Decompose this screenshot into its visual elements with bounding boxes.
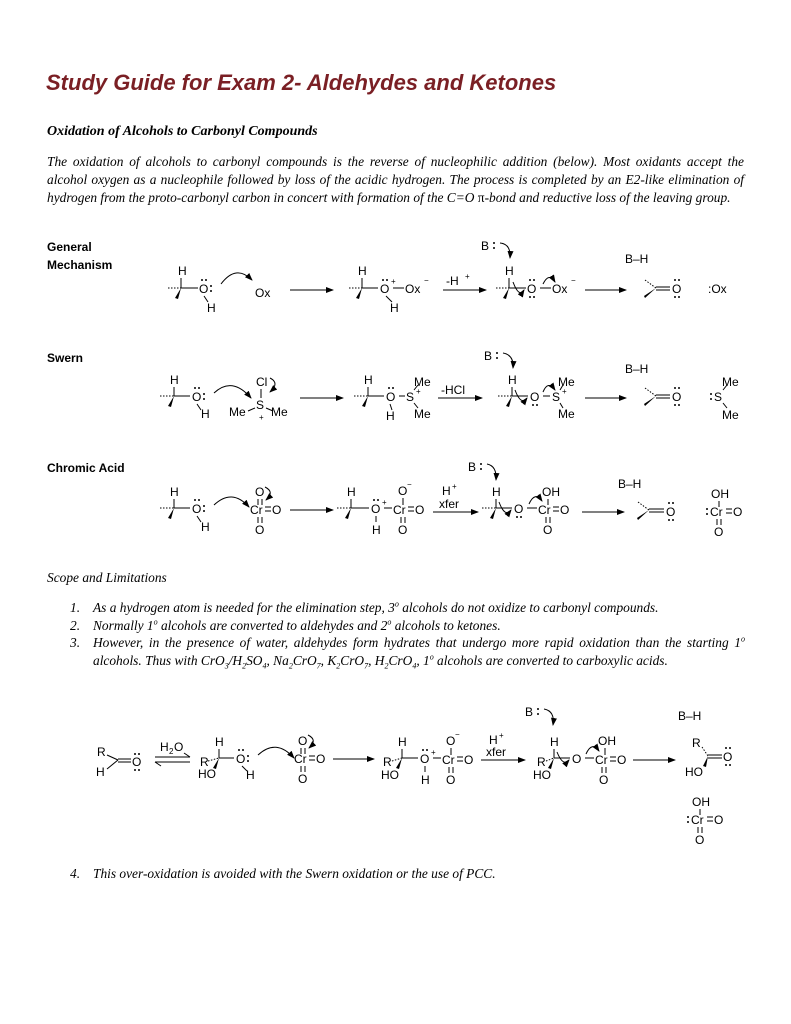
curved-arrow xyxy=(500,243,510,258)
text: alcohols to ketones. xyxy=(391,617,501,633)
label-h-plus: H xyxy=(489,733,498,747)
deprotonated-intermediate xyxy=(496,264,576,299)
subscript: 7 xyxy=(364,661,369,671)
charge-plus: + xyxy=(259,413,264,422)
atom-o: O xyxy=(543,523,553,537)
atom-o: O xyxy=(446,773,456,787)
atom-h: H xyxy=(372,523,381,537)
atom-o: O xyxy=(192,390,202,404)
text: CrO xyxy=(340,652,365,668)
atom-cr: Cr xyxy=(691,813,704,827)
atom-o: O xyxy=(192,502,202,516)
charge-plus: + xyxy=(452,482,457,491)
label-general-mechanism: General Mechanism xyxy=(47,240,113,272)
conjugate-acid-bh: B–H xyxy=(618,477,642,491)
atom-h: H xyxy=(550,735,559,749)
list-item xyxy=(70,634,745,669)
label-minus-hcl: -HCl xyxy=(441,383,465,397)
alkoxysulfonium-intermediate xyxy=(354,373,431,423)
hydroxyl-oh: OH xyxy=(692,795,710,809)
atom-o: O xyxy=(714,813,724,827)
charge-plus: + xyxy=(562,387,567,396)
text: However, in the presence of water, aldehydes form hydrates that undergo more rapid oxidation than the starting 1 xyxy=(93,635,741,650)
hydroxyl-ho: HO xyxy=(381,768,399,782)
dimethyl-sulfide xyxy=(710,375,739,422)
chromium-byproduct xyxy=(687,795,723,847)
atom-s: S xyxy=(406,390,415,404)
atom-h: H xyxy=(386,409,395,423)
chlorosulfonium-reagent xyxy=(229,375,288,422)
chromium-byproduct xyxy=(706,487,742,539)
intro-text-b: -bond and reductive loss of the leaving group. xyxy=(484,190,731,205)
charge-minus: − xyxy=(424,276,429,285)
atom-r: R xyxy=(537,755,546,769)
superscript: o xyxy=(429,652,434,662)
atom-r: R xyxy=(97,745,106,759)
atom-o: O xyxy=(464,753,474,767)
atom-o: O xyxy=(298,734,308,748)
scope-heading: Scope and Limitations xyxy=(47,570,167,585)
carboxylic-acid-product xyxy=(685,736,732,779)
atom-h: H xyxy=(201,520,210,534)
atom-o: O xyxy=(255,523,265,537)
scope-list xyxy=(70,599,745,669)
charge-plus: + xyxy=(391,277,396,286)
text: As a hydrogen atom is needed for the elimination step, 3 xyxy=(93,600,395,615)
atom-o: O xyxy=(420,752,430,766)
methyl: Me xyxy=(414,375,431,389)
text: /H xyxy=(228,652,243,668)
atom-h: H xyxy=(505,264,514,278)
alcohol-structure xyxy=(160,485,210,534)
charge-minus: − xyxy=(407,480,412,489)
methyl: Me xyxy=(271,405,288,419)
subscript: 3 xyxy=(224,661,229,671)
atom-o: O xyxy=(316,752,326,766)
text: , K xyxy=(320,652,337,668)
curved-arrow xyxy=(214,497,249,507)
atom-h: H xyxy=(170,485,179,499)
carbonyl-product xyxy=(644,279,681,298)
conjugate-acid-bh: B–H xyxy=(678,709,702,723)
label-h-plus: H xyxy=(442,484,451,498)
intro-paragraph xyxy=(47,153,744,207)
methyl: Me xyxy=(558,407,575,421)
pi-symbol: π xyxy=(477,190,485,205)
atom-o: O xyxy=(530,390,540,404)
aldehyde-structure xyxy=(96,745,141,779)
oxidant-ox: Ox xyxy=(405,282,421,296)
chromic-acid-scheme xyxy=(0,458,791,543)
text: This over-oxidation is avoided with the Swern oxidation or the use of PCC. xyxy=(93,866,496,881)
atom-o: O xyxy=(298,772,308,786)
curved-arrow xyxy=(544,709,553,725)
atom-r: R xyxy=(200,755,209,769)
subscript: 7 xyxy=(316,661,321,671)
atom-h: H xyxy=(170,373,179,387)
atom-h: H xyxy=(201,407,210,421)
base-b: B xyxy=(481,239,490,253)
list-item xyxy=(70,866,496,882)
atom-h: H xyxy=(508,373,517,387)
atom-o: O xyxy=(723,750,733,764)
hydroxyl-oh: OH xyxy=(542,485,560,499)
curved-arrow xyxy=(214,386,251,398)
alcohol-structure xyxy=(160,373,210,421)
text: , H xyxy=(368,652,385,668)
charge-minus: − xyxy=(571,276,576,285)
base-b: B xyxy=(468,460,477,474)
label-water: H xyxy=(160,740,169,754)
methyl: Me xyxy=(414,407,431,421)
hydroxyl-ho: HO xyxy=(533,768,551,782)
oxonium-intermediate xyxy=(349,264,429,315)
atom-o: O xyxy=(236,752,246,766)
atom-cr: Cr xyxy=(538,503,551,517)
atom-r: R xyxy=(692,736,701,750)
chromate-ester-intermediate xyxy=(381,730,473,787)
intro-text-a: The oxidation of alcohols to carbonyl compounds is the reverse of nucleophilic addition (below). Most oxidants accept the alcohol oxygen as a nucleophile followed by loss of the acidic hydrogen. The process is completed by an E2-like elimination of hydrogen from the proto-carbonyl carbon in concert with formation of the C=O xyxy=(47,154,744,205)
label-xfer: xfer xyxy=(486,745,507,759)
atom-o: O xyxy=(714,525,724,539)
page-title: Study Guide for Exam 2- Aldehydes and Ketones xyxy=(46,70,557,95)
general-mechanism-scheme xyxy=(0,236,791,326)
atom-h: H xyxy=(421,773,430,787)
label-minus-h: -H xyxy=(446,274,459,288)
atom-s: S xyxy=(256,398,265,412)
atom-cr: Cr xyxy=(393,503,406,517)
superscript: o xyxy=(387,617,392,627)
methyl: Me xyxy=(558,375,575,389)
text: alcohols. Thus with CrO xyxy=(93,652,225,668)
atom-h: H xyxy=(178,264,187,278)
swern-scheme xyxy=(0,348,791,428)
hydrate-oxidation-scheme xyxy=(0,700,791,855)
chromium-trioxide xyxy=(250,485,281,537)
atom-o: O xyxy=(733,505,743,519)
atom-o: O xyxy=(666,505,676,519)
text: SO xyxy=(246,652,263,668)
atom-h: H xyxy=(215,735,224,749)
ylide-intermediate xyxy=(498,373,575,421)
atom-cl: Cl xyxy=(256,375,268,389)
hydrate-structure xyxy=(198,735,255,782)
subscript: 2 xyxy=(336,661,341,671)
charge-plus: + xyxy=(416,387,421,396)
methyl: Me xyxy=(722,375,739,389)
subscript-2: 2 xyxy=(169,747,174,756)
methyl: Me xyxy=(722,408,739,422)
label-swern: Swern xyxy=(47,351,84,365)
atom-o: O xyxy=(199,282,209,296)
alcohol-structure xyxy=(168,264,216,315)
atom-h: H xyxy=(390,301,399,315)
atom-o: O xyxy=(514,502,524,516)
hydroxyl-ho: HO xyxy=(198,767,216,781)
curved-arrow xyxy=(487,464,496,480)
atom-cr: Cr xyxy=(250,503,263,517)
atom-cr: Cr xyxy=(710,505,723,519)
superscript: o xyxy=(741,634,745,644)
atom-h: H xyxy=(364,373,373,387)
subscript: 2 xyxy=(288,661,293,671)
subscript: 2 xyxy=(242,661,247,671)
oxidant-ox: Ox xyxy=(552,282,568,296)
atom-o: O xyxy=(371,502,381,516)
text: CrO xyxy=(292,652,317,668)
protonated-chromate-ester xyxy=(533,734,626,787)
curved-arrow xyxy=(258,747,294,758)
atom-s: S xyxy=(714,390,723,404)
atom-o: O xyxy=(695,833,705,847)
atom-o: O xyxy=(272,503,282,517)
charge-plus: + xyxy=(499,731,504,740)
atom-h: H xyxy=(398,735,407,749)
curved-arrow xyxy=(503,353,513,368)
atom-o: O xyxy=(398,484,408,498)
atom-o: O xyxy=(255,485,265,499)
base-b: B xyxy=(484,349,493,363)
text: Normally 1 xyxy=(93,617,154,633)
atom-o: O xyxy=(415,503,425,517)
atom-o: O xyxy=(672,390,682,404)
text: alcohols are converted to carboxylic acids. xyxy=(433,652,668,668)
text: alcohols are converted to aldehydes and 2 xyxy=(157,617,388,633)
atom-o: O xyxy=(398,523,408,537)
text: CrO xyxy=(388,652,413,668)
atom-o: O xyxy=(599,773,609,787)
list-item xyxy=(70,599,745,617)
atom-o: O xyxy=(617,753,627,767)
text: alcohols do not oxidize to carbonyl compounds. xyxy=(398,600,659,615)
atom-cr: Cr xyxy=(442,753,455,767)
atom-o: O xyxy=(560,503,570,517)
atom-o: O xyxy=(446,734,456,748)
list-item xyxy=(70,617,745,635)
leaving-group-ox: :Ox xyxy=(708,282,727,296)
atom-o: O xyxy=(527,282,537,296)
oxidant-ox: Ox xyxy=(255,286,271,300)
hydroxyl-oh: OH xyxy=(598,734,616,748)
subscript: 4 xyxy=(412,661,417,671)
label-chromic-acid: Chromic Acid xyxy=(47,461,125,475)
charge-plus: + xyxy=(431,748,436,757)
list-number: 2. xyxy=(70,617,81,633)
atom-o: O xyxy=(132,755,142,769)
list-number: 3. xyxy=(70,635,81,650)
atom-o: O xyxy=(672,282,682,296)
atom-o: O xyxy=(380,282,390,296)
list-number: 4. xyxy=(70,866,81,881)
atom-o: O xyxy=(572,752,582,766)
protonated-chromate-ester xyxy=(482,485,569,537)
atom-cr: Cr xyxy=(595,753,608,767)
atom-h: H xyxy=(207,301,216,315)
label-xfer: xfer xyxy=(439,497,460,511)
hydroxyl-ho: HO xyxy=(685,765,703,779)
atom-o: O xyxy=(386,390,396,404)
subscript: 4 xyxy=(262,661,267,671)
conjugate-acid-bh: B–H xyxy=(625,362,649,376)
superscript: o xyxy=(153,617,158,627)
list-number: 1. xyxy=(70,600,81,615)
text: , 1 xyxy=(416,652,430,668)
atom-s: S xyxy=(552,390,561,404)
base-b: B xyxy=(525,705,534,719)
charge-plus: + xyxy=(465,272,470,281)
carbonyl-product xyxy=(637,502,675,521)
chromium-trioxide xyxy=(294,734,325,786)
atom-h: H xyxy=(492,485,501,499)
atom-h: H xyxy=(347,485,356,499)
label-water-o: O xyxy=(174,740,184,754)
text: , Na xyxy=(266,652,289,668)
section-heading: Oxidation of Alcohols to Carbonyl Compounds xyxy=(47,124,318,139)
subscript: 2 xyxy=(384,661,389,671)
charge-plus: + xyxy=(382,498,387,507)
atom-h: H xyxy=(96,765,105,779)
atom-r: R xyxy=(383,755,392,769)
methyl: Me xyxy=(229,405,246,419)
charge-minus: − xyxy=(455,730,460,739)
atom-h: H xyxy=(358,264,367,278)
chromate-ester-intermediate xyxy=(337,480,424,537)
hydroxyl-oh: OH xyxy=(711,487,729,501)
carbonyl-product xyxy=(644,387,681,406)
atom-cr: Cr xyxy=(294,752,307,766)
curved-arrow xyxy=(221,273,252,284)
superscript: o xyxy=(394,599,399,609)
atom-h: H xyxy=(246,768,255,782)
conjugate-acid-bh: B–H xyxy=(625,252,649,266)
